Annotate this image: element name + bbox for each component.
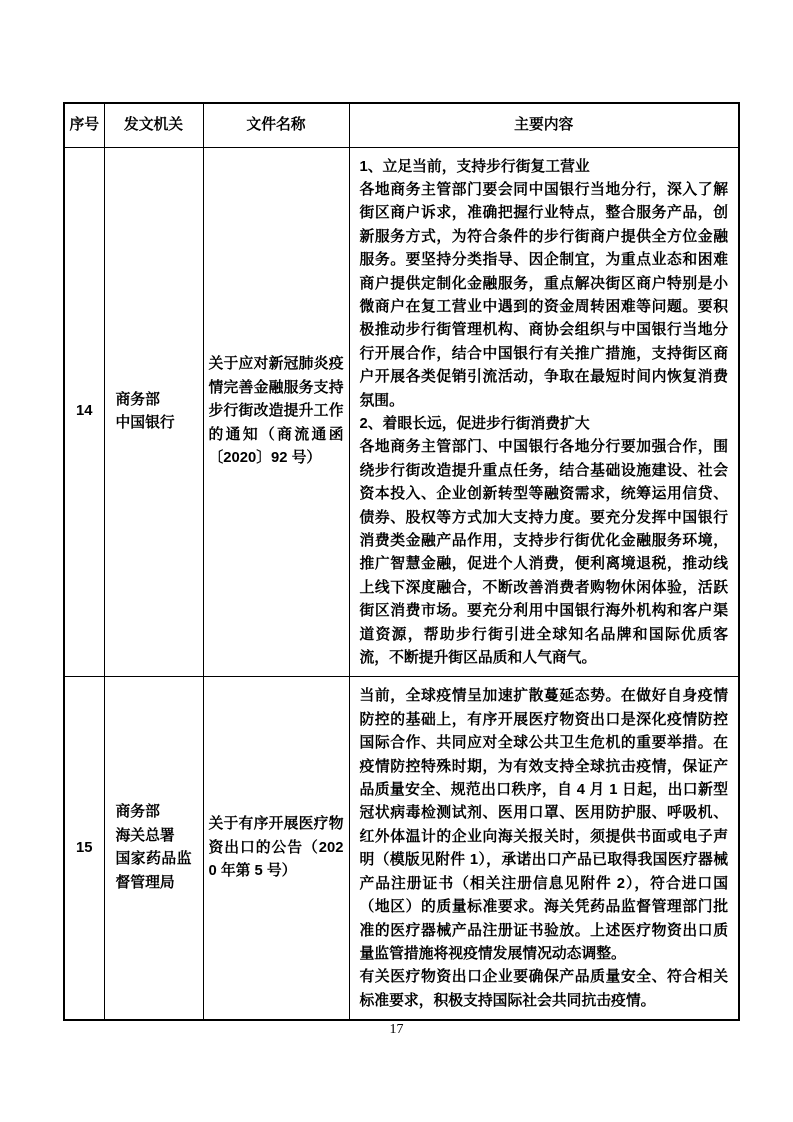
content-paragraph: 当前，全球疫情呈加速扩散蔓延态势。在做好自身疫情防控的基础上，有序开展医疗物资出口是深化疫情防控国际合作、共同应对全球公共卫生危机的重要举措。在疫情防控特殊时期，为有效支持全球抗击疫情，保证产品质量安全、规范出口秩序，自 4 月 1 日起，出口新型冠状病毒检测试剂、医用口罩、医用防护服、呼吸机、红外体温计的企业向海关报关时，须提供书面或电子声明（模版见附件 1），承诺出口产品已取得我国医疗器械产品注册证书（相关注册信息见附件 2），符合进口国（地区）的质量标准要求。海关凭药品监督管理部门批准的医疗器械产品注册证书验放。上述医疗物资出口质量监管措施将视疫情发展情况动态调整。 — [359, 688, 728, 962]
agency-name: 商务部 — [115, 391, 160, 408]
content-paragraph: 各地商务主管部门要会同中国银行当地分行，深入了解街区商户诉求，准确把握行业特点，整合服务产品，创新服务方式，为符合条件的步行街商户提供全方位金融服务。要坚持分类指导、因企制宜，为重点业态和困难商户提供定制化金融服务，重点解决街区商户特别是小微商户在复工营业中遇到的资金周转困难等问题。要积极推动步行街管理机构、商协会组织与中国银行当地分行开展合作，结合中国银行有关推广措施，支持街区商户开展各类促销引流活动，争取在最短时间内恢复消费氛围。 — [359, 181, 728, 409]
content-paragraph: 1、立足当前，支持步行街复工营业 — [359, 158, 590, 175]
column-header-doc-title: 文件名称 — [203, 103, 349, 147]
cell-main-content — [349, 147, 739, 677]
content-paragraph: 2、着眼长远，促进步行街消费扩大 — [359, 415, 590, 432]
column-header-main-content: 主要内容 — [349, 103, 739, 147]
content-paragraph: 有关医疗物资出口企业要确保产品质量安全、符合相关标准要求，积极支持国际社会共同抗击疫情。 — [359, 969, 728, 1009]
cell-doc-title: 关于有序开展医疗物资出口的公告（2020 年第 5 号） — [203, 677, 349, 1020]
table-row — [64, 677, 739, 1020]
page-number: 17 — [389, 1022, 404, 1037]
table-header-row — [64, 103, 739, 147]
column-header-agency: 发文机关 — [104, 103, 203, 147]
column-header-seq: 序号 — [64, 103, 104, 147]
agency-name: 国家药品监督管理局 — [115, 851, 192, 891]
agency-name: 海关总署 — [115, 827, 175, 844]
cell-agency — [104, 147, 203, 677]
agency-name: 商务部 — [115, 804, 160, 821]
content-paragraph: 各地商务主管部门、中国银行各地分行要加强合作，围绕步行街改造提升重点任务，结合基础设施建设、社会资本投入、企业创新转型等融资需求，统筹运用信贷、债券、股权等方式加大支持力度。要充分发挥中国银行消费类金融产品作用，支持步行街优化金融服务环境，推广智慧金融，促进个人消费，便利离境退税，推动线上线下深度融合，不断改善消费者购物休闲体验，活跃街区消费市场。要充分利用中国银行海外机构和客户渠道资源，帮助步行街引进全球知名品牌和国际优质客流，不断提升街区品质和人气商气。 — [359, 439, 728, 667]
table-row — [64, 147, 739, 677]
documents-table — [63, 102, 740, 1021]
cell-seq: 15 — [64, 677, 104, 1020]
cell-agency — [104, 677, 203, 1020]
agency-name: 中国银行 — [115, 414, 175, 431]
cell-doc-title: 关于应对新冠肺炎疫情完善金融服务支持步行街改造提升工作的通知（商流通函〔2020〕92 号） — [203, 147, 349, 677]
cell-main-content — [349, 677, 739, 1020]
cell-seq: 14 — [64, 147, 104, 677]
